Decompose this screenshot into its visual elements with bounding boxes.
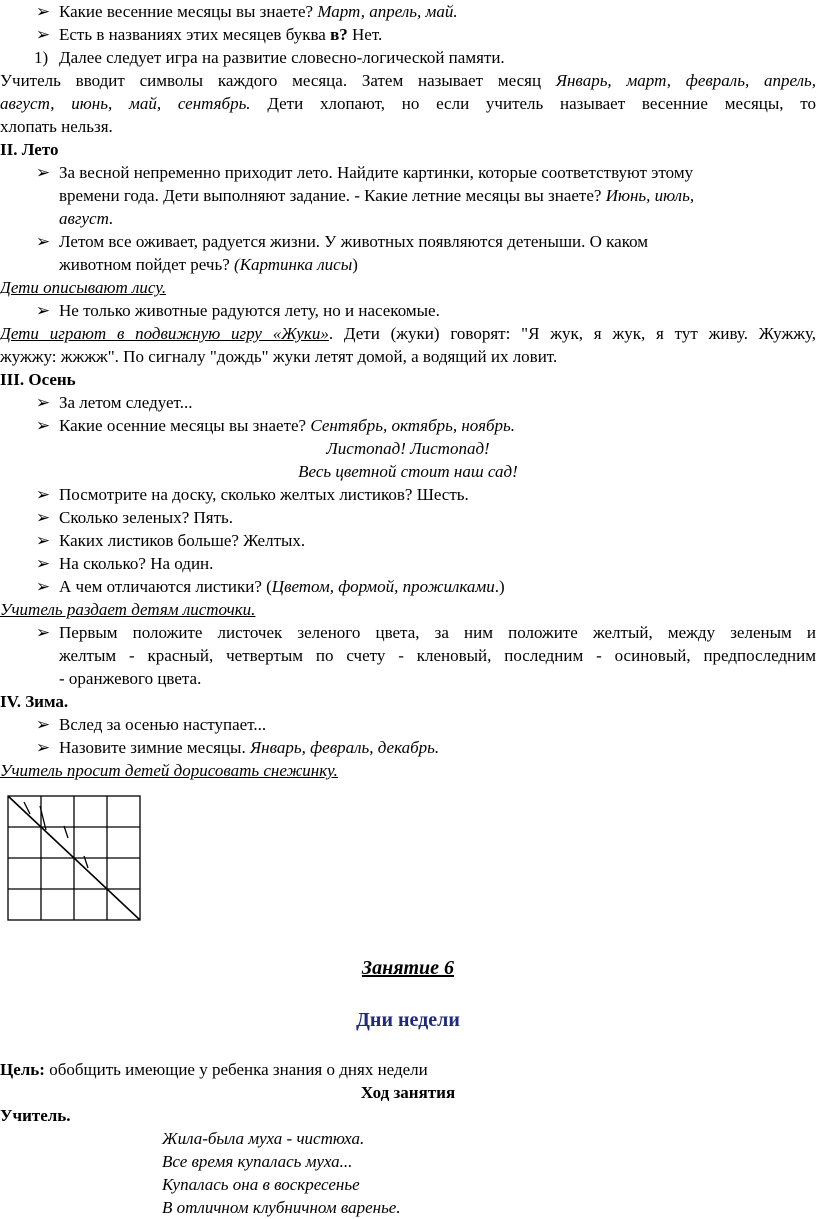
arrowhead-bullet-icon: ➢: [35, 623, 51, 642]
section-heading-summer: II. Лето: [0, 140, 59, 159]
arrowhead-bullet-icon: ➢: [35, 715, 51, 734]
note-line: Учитель просит детей дорисовать снежинку.: [0, 761, 338, 780]
paragraph-line: Дети играют в подвижную игру «Жуки». Дети (жуки) говорят: "Я жук, я жук, я тут живу. Жужжу,: [0, 324, 816, 343]
lesson-subtitle: Дни недели: [356, 1009, 460, 1031]
arrowhead-bullet-icon: ➢: [35, 25, 51, 44]
list-item-cont: желтым - красный, четвертым по счету - кленовый, последним - осиновый, предпоследним: [59, 646, 816, 665]
paragraph-line: август, июнь, май, сентябрь. Дети хлопают, но если учитель называет весенние месяцы, то: [0, 94, 816, 113]
poem-line: В отличном клубничном варенье.: [162, 1198, 401, 1217]
lesson-title: Занятие 6: [361, 957, 455, 979]
poem-line: Листопад! Листопад!: [326, 439, 490, 458]
poem-line: Весь цветной стоит наш сад!: [298, 462, 518, 481]
arrowhead-bullet-icon: ➢: [35, 393, 51, 412]
paragraph-line: Учитель вводит символы каждого месяца. Затем называет месяц Январь, март, февраль, апрель,: [0, 71, 816, 90]
note-line: Дети описывают лису.: [0, 278, 167, 297]
paragraph-line: хлопать нельзя.: [0, 117, 113, 136]
goal-line: Цель: обобщить имеющие у ребенка знания о днях недели: [0, 1060, 428, 1079]
arrowhead-bullet-icon: ➢: [35, 554, 51, 573]
poem-line: Купалась она в воскресенье: [162, 1175, 360, 1194]
arrowhead-bullet-icon: ➢: [35, 531, 51, 550]
snowflake-grid-figure: [0, 786, 150, 936]
note-line: Учитель раздает детям листочки.: [0, 600, 256, 619]
teacher-label: Учитель.: [0, 1106, 71, 1125]
paragraph-line: жужжу: жжжж". По сигналу "дождь" жуки летят домой, а водящий их ловит.: [0, 347, 558, 366]
arrowhead-bullet-icon: ➢: [35, 232, 51, 251]
arrowhead-bullet-icon: ➢: [35, 163, 51, 182]
progress-heading: Ход занятия: [360, 1083, 456, 1102]
section-heading-autumn: III. Осень: [0, 370, 76, 389]
arrowhead-bullet-icon: ➢: [35, 416, 51, 435]
arrowhead-bullet-icon: ➢: [35, 485, 51, 504]
arrowhead-bullet-icon: ➢: [35, 2, 51, 21]
arrowhead-bullet-icon: ➢: [35, 301, 51, 320]
arrowhead-bullet-icon: ➢: [35, 508, 51, 527]
arrowhead-bullet-icon: ➢: [35, 577, 51, 596]
arrowhead-bullet-icon: ➢: [35, 738, 51, 757]
poem-line: Жила-была муха - чистюха.: [162, 1129, 365, 1148]
section-heading-winter: IV. Зима.: [0, 692, 69, 711]
poem-line: Все время купалась муха...: [162, 1152, 353, 1171]
